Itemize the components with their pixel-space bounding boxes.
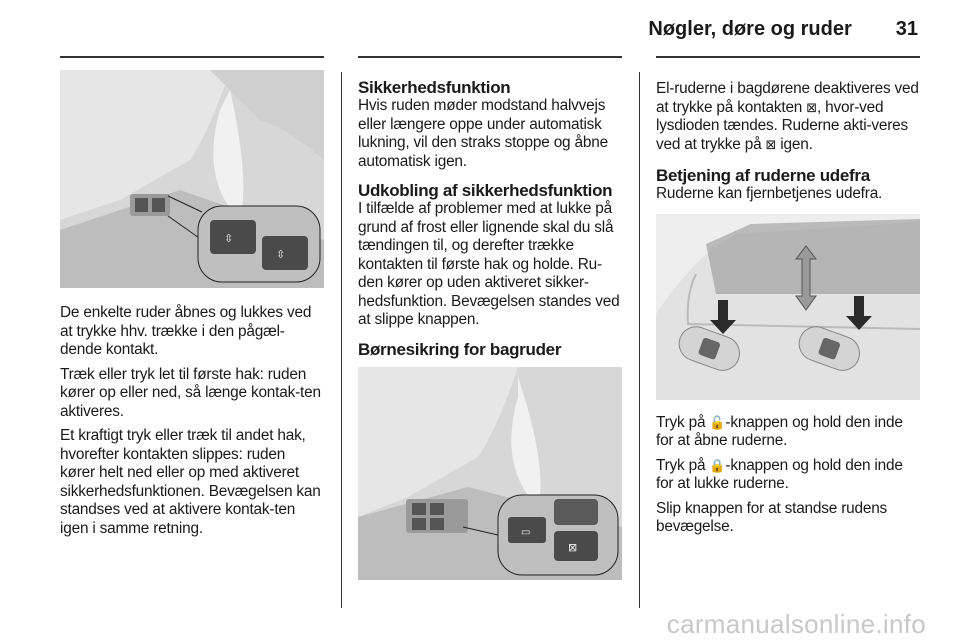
paragraph: Træk eller tryk let til første hak: ruden kører op eller ned, så længe kontak-ten aktiveres. (60, 365, 321, 420)
figure-child-lock-switch (358, 367, 622, 580)
paragraph (656, 414, 920, 451)
text-run: igen. (776, 135, 813, 153)
paragraph: Hvis ruden møder modstand halvvejs eller længere oppe under automatisk lukning, vil den straks stoppe og åbne automatisk igen. (358, 97, 608, 170)
header-rule-col2 (358, 56, 622, 58)
paragraph (656, 80, 920, 154)
figure-remote-window-control (656, 214, 920, 400)
column-3 (656, 80, 920, 543)
section-heading: Børnesikring for bagruder (358, 339, 562, 359)
page-header (648, 18, 918, 41)
window-lock-icon: ⊠ (765, 136, 777, 152)
window-lock-icon: ⊠ (806, 99, 817, 115)
unlock-icon: 🔓 (709, 414, 726, 430)
text-run: -knappen og hold den inde for at åbne ruderne. (656, 413, 903, 449)
paragraph: De enkelte ruder åbnes og lukkes ved at trykke hhv. trække i den pågæl-dende kontakt. (60, 304, 312, 358)
paragraph: Ruderne kan fjernbetjenes udefra. (656, 185, 883, 202)
text-run: -knappen og hold den inde for at lukke ruderne. (656, 456, 903, 492)
section-heading: Udkobling af sikkerhedsfunktion (358, 181, 613, 200)
header-title: Nøgler, døre og ruder (648, 18, 852, 40)
svg-text:⊠: ⊠ (568, 540, 578, 554)
column-2 (358, 78, 622, 580)
text-run: El-ruderne i bagdørene deaktiveres ved at trykke på kontakten (656, 80, 919, 116)
header-rule-col1 (60, 56, 324, 58)
column-divider-1 (341, 72, 342, 608)
paragraph: Et kraftigt tryk eller træk til andet hak, hvorefter kontakten slippes: ruden kører helt ned eller op med aktiveret sikkerhedsfunktionen. Bevægelsen kan standses ved at aktivere kontak-ten igen i samme retning. (60, 427, 321, 537)
text-run: Tryk på (656, 413, 710, 431)
section-heading: Betjening af ruderne udefra (656, 166, 870, 185)
figure-window-switches (60, 70, 324, 288)
column-divider-2 (639, 72, 640, 608)
svg-text:▭: ▭ (521, 526, 531, 538)
section-heading: Sikkerhedsfunktion (358, 78, 511, 97)
paragraph (656, 457, 920, 494)
svg-text:⇳: ⇳ (224, 232, 234, 245)
column-1 (60, 70, 324, 544)
watermark: carmanualsonline.info (666, 609, 926, 639)
lock-icon: 🔒 (709, 457, 726, 473)
svg-text:⇳: ⇳ (276, 248, 286, 261)
header-rule-col3 (656, 56, 920, 58)
page-number: 31 (895, 18, 918, 40)
text-run: , hvor-ved lysdioden tændes. Ruderne akti-veres ved at trykke på (656, 98, 909, 153)
paragraph: Slip knappen for at standse rudens bevægelse. (656, 499, 888, 535)
text-run: Tryk på (656, 456, 710, 474)
paragraph: I tilfælde af problemer med at lukke på grund af frost eller lignende skal du slå tændingen til, og derefter trække kontakten til første hak og holde. Ru-den kører op uden aktiveret sikker-hedsfunktion. Bevægelsen standes ved at slippe knappen. (358, 200, 620, 328)
